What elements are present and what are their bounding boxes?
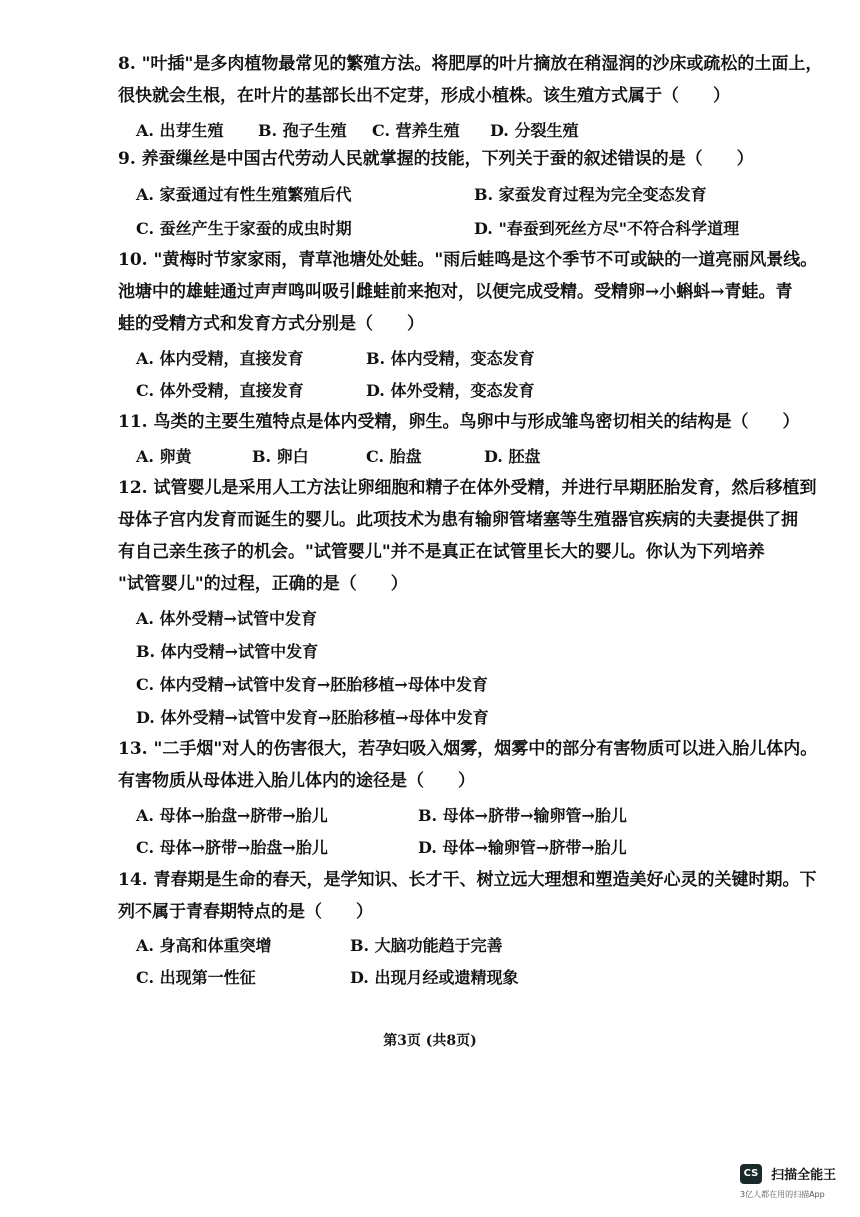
option-c: C. 体外受精，直接发育 (136, 381, 304, 400)
option-d: D. 分裂生殖 (490, 121, 579, 140)
option-d: D. 母体→输卵管→脐带→胎儿 (418, 838, 627, 857)
option-b: B. 体内受精，变态发育 (366, 349, 535, 368)
camscanner-logo-icon: CS (740, 1164, 762, 1184)
question-line: 母体子宫内发育而诞生的婴儿。此项技术为患有输卵管堵塞等生殖器官疾病的夫妻提供了拥 (118, 510, 798, 530)
option-b: B. 体内受精→试管中发育 (136, 642, 319, 661)
question-line: 蛙的受精方式和发育方式分别是（ ） (118, 314, 424, 334)
question-line: 11. 鸟类的主要生殖特点是体内受精，卵生。鸟卵中与形成雏鸟密切相关的结构是（ ） (118, 412, 800, 432)
question-line: 很快就会生根，在叶片的基部长出不定芽，形成小植株。该生殖方式属于（ ） (118, 86, 730, 106)
question-12 (118, 472, 817, 600)
question-10 (118, 244, 818, 340)
question-line: 13. "二手烟"对人的伤害很大，若孕妇吸入烟雾，烟雾中的部分有害物质可以进入胎儿体内。 (118, 739, 818, 759)
question-line: 10. "黄梅时节家家雨，青草池塘处处蛙。"雨后蛙鸣是这个季节不可或缺的一道亮丽风景线。 (118, 250, 818, 270)
option-d: D. 体外受精→试管中发育→胚胎移植→母体中发育 (136, 708, 489, 727)
page-number: 第3页 (共8页) (383, 1033, 477, 1049)
question-line: 池塘中的雄蛙通过声声鸣叫吸引雌蛙前来抱对，以便完成受精。受精卵→小蝌蚪→青蛙。青 (118, 282, 793, 302)
option-d: D. 出现月经或遗精现象 (350, 968, 519, 987)
option-a: A. 家蚕通过有性生殖繁殖后代 (136, 185, 352, 204)
option-b: B. 母体→脐带→输卵管→胎儿 (418, 806, 627, 825)
option-a: A. 出芽生殖 (136, 121, 224, 140)
option-c: C. 蚕丝产生于家蚕的成虫时期 (136, 219, 352, 238)
option-a: A. 体内受精，直接发育 (136, 349, 304, 368)
option-c: C. 胎盘 (366, 447, 422, 466)
option-a: A. 身高和体重突增 (136, 936, 272, 955)
option-d: D. "春蚕到死丝方尽"不符合科学道理 (474, 219, 740, 238)
option-c: C. 母体→脐带→胎盘→胎儿 (136, 838, 328, 857)
option-b: B. 孢子生殖 (258, 121, 347, 140)
question-line: 9. 养蚕缫丝是中国古代劳动人民就掌握的技能，下列关于蚕的叙述错误的是（ ） (118, 149, 754, 169)
option-b: B. 卵白 (252, 447, 309, 466)
option-b: B. 大脑功能趋于完善 (350, 936, 503, 955)
option-a: A. 卵黄 (136, 447, 192, 466)
question-13 (118, 733, 818, 797)
question-line: "试管婴儿"的过程，正确的是（ ） (118, 574, 408, 594)
option-c: C. 出现第一性征 (136, 968, 256, 987)
question-line: 12. 试管婴儿是采用人工方法让卵细胞和精子在体外受精，并进行早期胚胎发育，然后移植到 (118, 478, 817, 498)
question-line: 有自己亲生孩子的机会。"试管婴儿"并不是真正在试管里长大的婴儿。你认为下列培养 (118, 542, 765, 562)
question-line: 有害物质从母体进入胎儿体内的途径是（ ） (118, 771, 475, 791)
option-b: B. 家蚕发育过程为完全变态发育 (474, 185, 707, 204)
question-9 (118, 143, 808, 175)
question-14 (118, 864, 817, 928)
scanner-watermark (740, 1163, 852, 1200)
option-a: A. 母体→胎盘→脐带→胎儿 (136, 806, 328, 825)
option-d: D. 胚盘 (484, 447, 541, 466)
option-a: A. 体外受精→试管中发育 (136, 609, 317, 628)
question-line: 8. "叶插"是多肉植物最常见的繁殖方法。将肥厚的叶片摘放在稍湿润的沙床或疏松的土面上， (118, 54, 823, 74)
question-11 (118, 406, 808, 438)
option-c: C. 营养生殖 (372, 121, 460, 140)
brand-name: 扫描全能王 (771, 1168, 837, 1183)
brand-tagline: 3亿人都在用的扫描App (740, 1189, 825, 1199)
option-c: C. 体内受精→试管中发育→胚胎移植→母体中发育 (136, 675, 488, 694)
question-line: 列不属于青春期特点的是（ ） (118, 902, 373, 922)
question-8 (118, 48, 823, 112)
question-line: 14. 青春期是生命的春天，是学知识、长才干、树立远大理想和塑造美好心灵的关键时期。下 (118, 870, 817, 890)
option-d: D. 体外受精，变态发育 (366, 381, 535, 400)
